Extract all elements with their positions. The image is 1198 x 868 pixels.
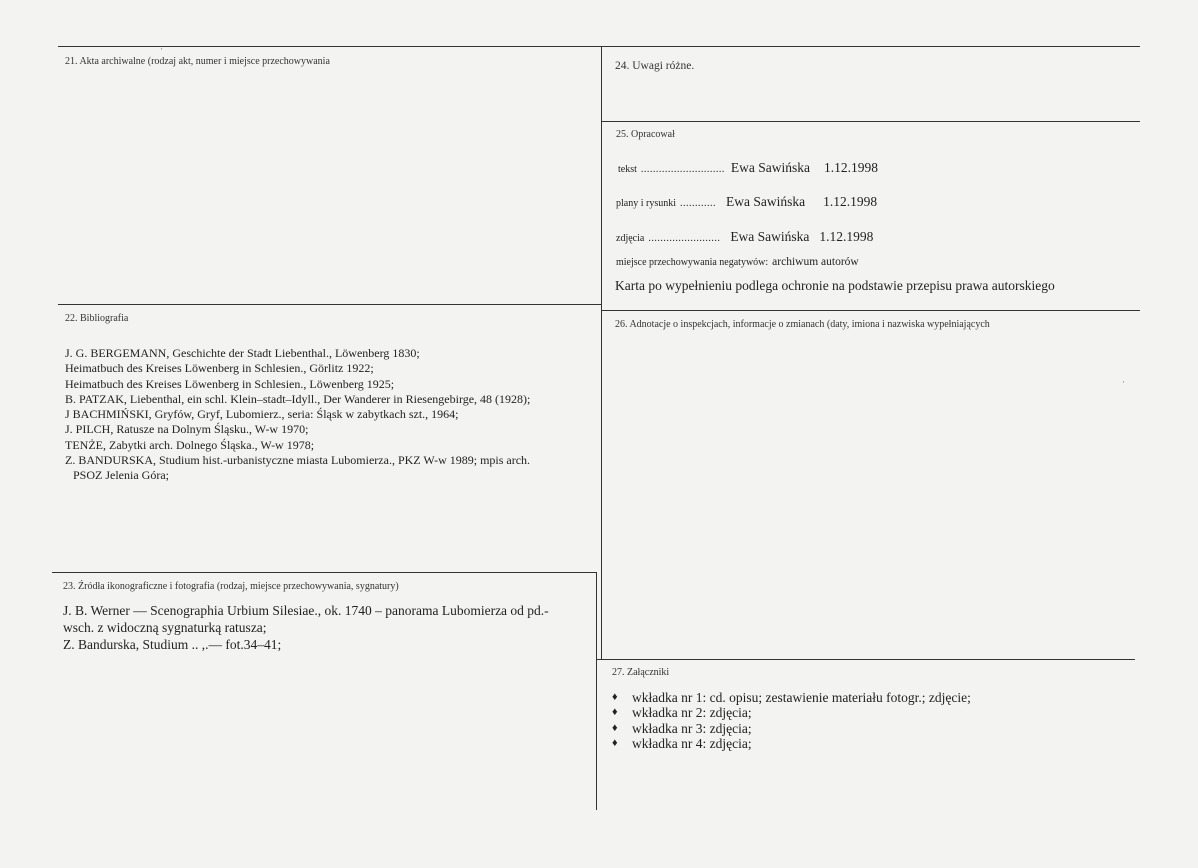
author-row-name: Ewa Sawińska (730, 229, 810, 244)
author-row-name: Ewa Sawińska (726, 194, 806, 209)
section-25-label: 25. Opracował (616, 129, 675, 140)
bibliography-list (65, 346, 530, 484)
author-row-date: 1.12.1998 (819, 229, 874, 244)
bibliography-entry: J BACHMIŃSKI, Gryfów, Gryf, Lubomierz., seria: Śląsk w zabytkach szt., 1964; (65, 407, 459, 422)
author-row-date: 1.12.1998 (823, 194, 878, 209)
rule-top (58, 46, 1140, 47)
diamond-bullet-icon: ♦ (612, 736, 618, 749)
author-row-key: tekst (618, 164, 637, 175)
diamond-bullet-icon: ♦ (612, 691, 618, 703)
bibliography-entry: Heimatbuch des Kreises Löwenberg in Schlesien., Löwenberg 1925; (65, 376, 395, 391)
rule-s25-s26 (601, 310, 1140, 311)
attachment-text: wkładka nr 1: cd. opisu; zestawienie materiału fotogr.; zdjęcie; (632, 690, 971, 705)
negatives-label: miejsce przechowywania negatywów: (616, 257, 769, 268)
attachment-text: wkładka nr 2: zdjęcia; (632, 705, 752, 721)
section-26-label: 26. Adnotacje o inspekcjach, informacje o zmianach (daty, imiona i nazwiska wypełniających (615, 319, 990, 330)
section-24-label: 24. Uwagi różne. (615, 60, 695, 72)
author-row-zdjecia (616, 228, 873, 246)
section-22-label: 22. Bibliografia (65, 313, 129, 324)
list-item (612, 705, 971, 720)
section-23-label: 23. Źródła ikonograficzne i fotografia (rodzaj, miejsce przechowywania, sygnatury) (63, 581, 399, 592)
bibliography-entry: J. G. BERGEMANN, Geschichte der Stadt Liebenthal., Löwenberg 1830; (65, 346, 420, 360)
author-row-dots: ............................ (640, 164, 725, 175)
bibliography-entry: Z. BANDURSKA, Studium hist.-urbanistyczne miasta Lubomierza., PKZ W-w 1989; mpis arch. (65, 453, 531, 468)
list-item (612, 736, 971, 751)
bibliography-entry: Heimatbuch des Kreises Löwenberg in Schlesien., Görlitz 1922; (65, 361, 374, 376)
author-row-dots: ............ (680, 198, 716, 209)
iconography-line: J. B. Werner — Scenographia Urbium Silesiae., ok. 1740 – panorama Lubomierza od pd.- (63, 603, 549, 618)
rule-s24-s25 (601, 121, 1140, 122)
list-item (612, 690, 971, 705)
author-row-key: plany i rysunki (616, 198, 676, 209)
scan-speck: · (1122, 377, 1125, 387)
diamond-bullet-icon: ♦ (612, 706, 618, 719)
rule-middle-vertical (601, 46, 602, 660)
diamond-bullet-icon: ♦ (612, 721, 618, 734)
rule-s21-s22 (58, 304, 601, 305)
author-row-tekst (618, 159, 878, 177)
iconography-line: wsch. z widoczną sygnaturką ratusza; (63, 620, 267, 635)
section-27-label: 27. Załączniki (612, 667, 670, 678)
rule-s22-s23 (52, 572, 597, 573)
iconography-list (63, 602, 549, 653)
author-row-plany (616, 193, 877, 211)
bibliography-entry: B. PATZAK, Liebenthal, ein schl. Klein–stadt–Idyll., Der Wanderer in Riesengebirge, 48 (1928); (65, 391, 531, 406)
author-row-key: zdjęcia (616, 233, 645, 244)
rule-lower-vertical (596, 572, 597, 810)
list-item (612, 721, 971, 736)
author-row-date: 1.12.1998 (824, 160, 878, 175)
bibliography-entry: PSOZ Jelenia Góra; (73, 468, 169, 483)
attachments-list (612, 690, 971, 751)
negatives-location (616, 252, 859, 270)
bibliography-entry: J. PILCH, Ratusze na Dolnym Śląsku., W-w 1970; (65, 422, 309, 437)
attachment-text: wkładka nr 3: zdjęcia; (632, 720, 752, 736)
rule-s26-s27 (597, 659, 1135, 660)
bibliography-entry: TENŻE, Zabytki arch. Dolnego Śląska., W-w 1978; (65, 437, 315, 452)
negatives-value: archiwum autorów (772, 256, 859, 268)
author-row-dots: ........................ (648, 233, 721, 244)
iconography-line: Z. Bandurska, Studium .. ,.— fot.34–41; (63, 637, 282, 652)
section-21-label: 21. Akta archiwalne (rodzaj akt, numer i miejsce przechowywania (65, 56, 330, 67)
author-row-name: Ewa Sawińska (730, 160, 810, 175)
copyright-note: Karta po wypełnieniu podlega ochronie na podstawie przepisu prawa autorskiego (615, 278, 1055, 293)
scan-speck: · (160, 44, 163, 54)
attachment-text: wkładka nr 4: zdjęcia; (632, 735, 752, 751)
